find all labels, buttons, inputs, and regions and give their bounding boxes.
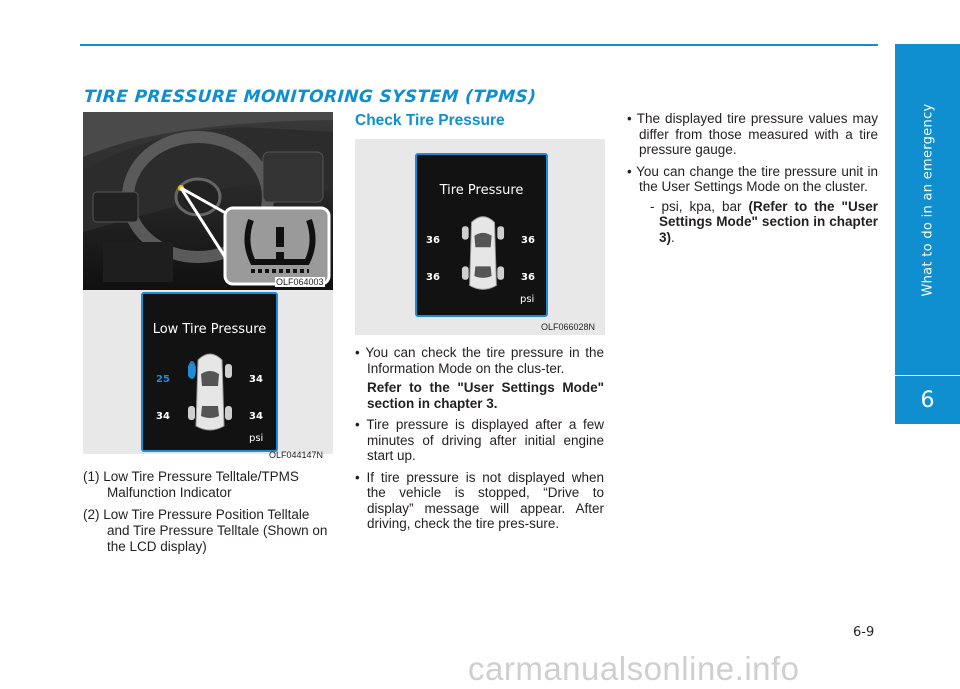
telltale-list [83, 469, 335, 561]
chapter-number: 6 [895, 376, 960, 424]
tire-value-front-left: 25 [156, 374, 170, 385]
list-item [83, 469, 335, 501]
tire-value-rear-right: 34 [249, 411, 263, 422]
unit-options-text: - psi, kpa, bar [650, 198, 749, 214]
photo-code: OLF064003 [276, 277, 324, 287]
item-number: (2) [83, 507, 100, 522]
tire-pressure-display [415, 153, 548, 317]
tire-value-front-left: 36 [426, 235, 440, 246]
lcd-title: Tire Pressure [439, 183, 524, 198]
bullet-text: The displayed tire pressure values may differ from those measured with a tire pressure gauge. [636, 111, 879, 157]
check-tire-pressure-heading: Check Tire Pressure [355, 112, 505, 129]
tire-value-front-right: 34 [249, 374, 263, 385]
pressure-info-bullets [627, 111, 878, 251]
item-text: Low Tire Pressure Position Telltale and Tire Pressure Telltale (Shown on the LCD display) [103, 507, 328, 554]
bullet-text: Tire pressure is displayed after a few minutes of driving after initial engine start up. [366, 417, 605, 463]
list-item: • You can check the tire pressure in the Information Mode on the clus-ter. Refer to the "User Settings Mode" section in chapter 3. [355, 345, 604, 411]
list-item: • Tire pressure is displayed after a few minutes of driving after initial engine start up. [355, 417, 605, 463]
item-number: (1) [83, 469, 100, 484]
list-item: • If tire pressure is not displayed when the vehicle is stopped, “Drive to display” message will appear. After driving, check the tire pres-sure. [355, 469, 604, 531]
lcd-title: Low Tire Pressure [152, 322, 267, 337]
list-item: • The displayed tire pressure values may differ from those measured with a tire pressure gauge. [627, 111, 879, 157]
bullet-text: You can change the tire pressure unit in the User Settings Mode on the cluster. [636, 163, 878, 194]
bullet-text: You can check the tire pressure in the Information Mode on the clus-ter. [365, 345, 604, 376]
section-title: TIRE PRESSURE MONITORING SYSTEM (TPMS) [83, 87, 537, 107]
list-item [83, 507, 335, 555]
tire-value-front-right: 36 [521, 235, 535, 246]
tire-value-rear-left: 36 [426, 272, 440, 283]
page-number: 6-9 [853, 625, 875, 640]
item-text: Low Tire Pressure Telltale/TPMS Malfunction Indicator [103, 469, 299, 500]
unit-options-note: (Refer to the "User Settings Mode" section in chapter 3) [659, 198, 878, 245]
header-rule [80, 44, 878, 46]
pressure-unit: psi [249, 433, 264, 444]
watermark: carmanualsonline.info [468, 650, 800, 687]
unit-options-end: . [671, 229, 675, 245]
chapter-label: What to do in an emergency [920, 103, 936, 297]
dashboard-photo [83, 112, 333, 290]
check-pressure-bullets [355, 345, 604, 538]
car-top-icon [187, 348, 233, 436]
lcd-code: OLF066028N [541, 322, 596, 332]
lcd-code: OLF044147N [269, 450, 324, 460]
bullet-note: Refer to the "User Settings Mode" section in chapter 3. [367, 380, 604, 411]
tire-value-rear-right: 36 [521, 272, 535, 283]
unit-options [639, 199, 878, 246]
tire-value-rear-left: 34 [156, 411, 170, 422]
low-tire-pressure-display [141, 292, 278, 452]
list-item: • You can change the tire pressure unit in the User Settings Mode on the cluster. - psi, kpa, bar (Refer to the "User Settings Mode" section in chapter 3). [627, 163, 878, 245]
pressure-unit: psi [520, 294, 535, 305]
bullet-text: If tire pressure is not displayed when the vehicle is stopped, “Drive to display” message will appear. After driving, check the tire pres-sure. [366, 469, 604, 531]
car-top-icon [461, 209, 505, 297]
